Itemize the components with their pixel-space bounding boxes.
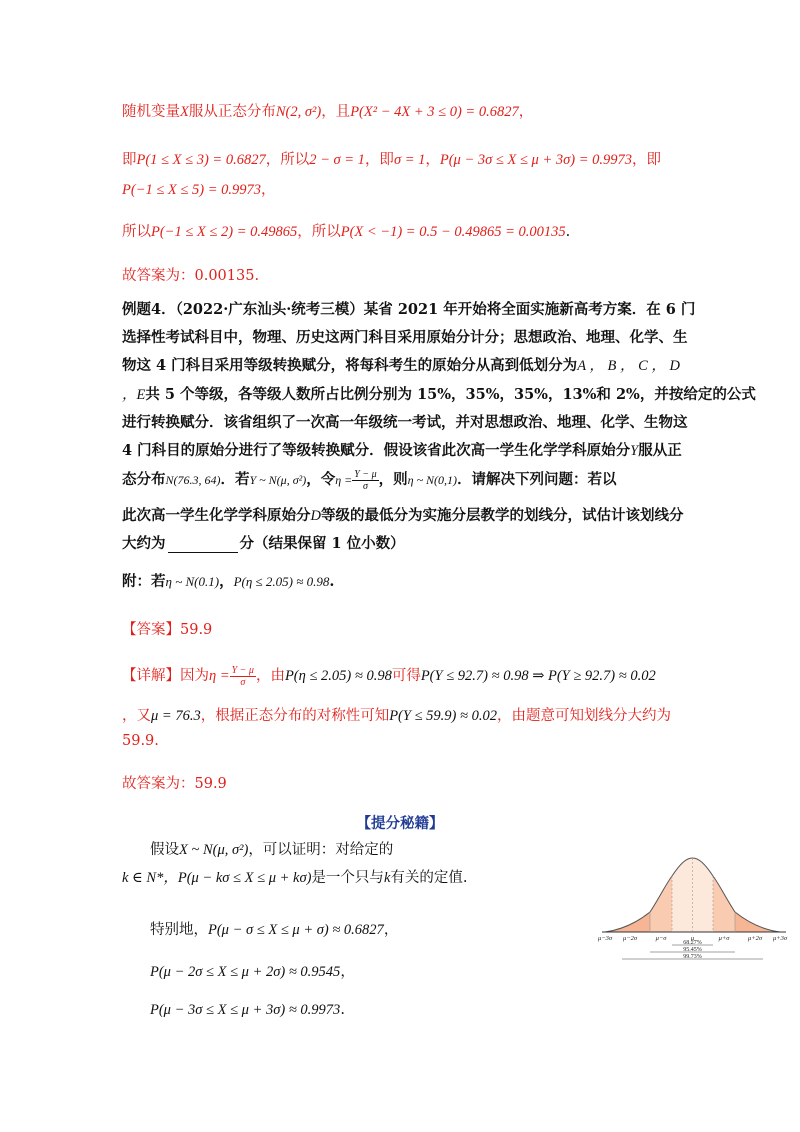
example-line-5: 进行转换赋分．该省组织了一次高一年级统一考试，并对思想政治、地理、化学、生物这 — [122, 414, 688, 431]
text: ， — [383, 922, 399, 938]
tips-line-5 — [150, 1002, 345, 1019]
text: ．请解决下列问题：若以 — [457, 471, 617, 488]
math: X ~ N(μ, σ²) — [179, 842, 249, 858]
text: 是一个只与 — [311, 870, 384, 886]
solution-line-4 — [122, 220, 570, 241]
example-line-6 — [122, 439, 682, 460]
tick-label: μ+3σ — [772, 935, 788, 942]
text: ．若 — [220, 471, 250, 488]
text: 假设 — [150, 842, 179, 858]
text: 所以 — [122, 224, 151, 240]
math: P(1 ≤ X ≤ 3) = 0.6827 — [136, 152, 266, 168]
example-line-8 — [122, 504, 683, 525]
text: 此次高一学生化学学科原始分 — [122, 507, 311, 524]
text: ，又 — [122, 708, 151, 724]
text: ， — [219, 573, 234, 590]
tips-line-2 — [122, 866, 467, 887]
solution-answer: 故答案为：0.00135. — [122, 268, 260, 284]
math: P(Y ≤ 59.9) ≈ 0.02 — [389, 708, 497, 724]
text: ，即 — [632, 152, 661, 168]
math: P(μ − 2σ ≤ X ≤ μ + 2σ) ≈ 0.9545 — [150, 964, 341, 980]
math: P(μ − 3σ ≤ X ≤ μ + 3σ) ≈ 0.9973 — [150, 1002, 341, 1018]
pct-label-3: 99.73% — [683, 954, 702, 960]
text: ， — [425, 152, 440, 168]
text: ， — [340, 964, 355, 980]
mid-band-right — [713, 876, 735, 932]
text: 等级的最低分为实施分层教学的划线分，试估计该划线分 — [320, 507, 684, 524]
example-appendix — [122, 570, 334, 591]
tick-label: μ−2σ — [622, 935, 638, 942]
math: P(μ − 3σ ≤ X ≤ μ + 3σ) = 0.9973 — [439, 152, 632, 168]
math: ，E — [122, 387, 146, 403]
math: σ = 1 — [393, 152, 426, 168]
math: D — [310, 508, 321, 524]
text: ，则 — [378, 471, 408, 488]
solution-line-3 — [122, 178, 275, 199]
tips-line-1 — [150, 838, 393, 859]
math: 2 − σ = 1 — [309, 152, 365, 168]
text: . — [329, 573, 335, 590]
final-answer: 故答案为：59.9 — [122, 776, 227, 792]
text: 随机变量 — [122, 104, 180, 120]
tips-line-3 — [150, 918, 398, 939]
text: ，令 — [306, 471, 336, 488]
text: 附：若 — [122, 573, 166, 590]
text: ，且 — [321, 104, 351, 120]
tick-label: μ — [690, 935, 695, 942]
numerator: Y − μ — [354, 468, 377, 480]
tick-label: μ−3σ — [597, 935, 613, 942]
math: μ = 76.3 — [151, 708, 201, 724]
example-line-9 — [122, 532, 405, 553]
text: 分（结果保留 1 位小数） — [239, 535, 405, 552]
text: . — [565, 224, 571, 240]
text: ，由题意可知划线分大约为 — [496, 708, 671, 724]
solution-line-1 — [122, 100, 533, 121]
text: 因为 — [180, 668, 209, 684]
fraction — [352, 469, 378, 492]
text: ，所以 — [265, 152, 310, 168]
math: Y — [630, 443, 639, 459]
pct-label-1: 68.27% — [683, 940, 702, 946]
detail-line-3: 59.9. — [122, 733, 159, 749]
detail-label: 【详解】 — [122, 668, 180, 684]
text: 有关的定值. — [390, 870, 468, 886]
math: P(μ − σ ≤ X ≤ μ + σ) ≈ 0.6827 — [208, 922, 384, 938]
math: A ， B ， C ， D — [577, 358, 681, 374]
answer-label: 【答案】59.9 — [122, 622, 213, 638]
text: 特别地， — [150, 922, 208, 938]
text: 可得 — [391, 668, 421, 684]
fraction — [230, 665, 256, 688]
text: 态分布 — [122, 471, 166, 488]
tick-label: μ−σ — [655, 935, 667, 942]
text: . — [340, 1002, 345, 1018]
text: 物这 4 门科目采用等级转换赋分，将每科考生的原始分从高到低划分为 — [122, 357, 578, 374]
text: ，由 — [255, 668, 285, 684]
text: 4 门科目的原始分进行了等级转换赋分．假设该省此次高一学生化学学科原始分 — [122, 442, 631, 459]
text: 服从正 — [638, 442, 682, 459]
example-line-1: 例题4．（2022·广东汕头·统考三模）某省 2021 年开始将全面实施新高考方案．在 6 门 — [122, 301, 696, 318]
solution-line-2 — [122, 148, 661, 169]
math: k — [383, 870, 391, 886]
outer-tail-right — [735, 912, 780, 932]
text: ，根据正态分布的对称性可知 — [200, 708, 390, 724]
text: ，所以 — [297, 224, 341, 240]
text: 大约为 — [122, 535, 166, 552]
math: k ∈ N*，P(μ − kσ ≤ X ≤ μ + kσ) — [122, 870, 312, 886]
detail-line-2 — [122, 704, 671, 725]
tips-line-4 — [150, 960, 355, 981]
text: ， — [260, 182, 276, 198]
math: X — [180, 104, 189, 120]
math: P(η ≤ 2.05) ≈ 0.98 — [233, 574, 330, 589]
mid-band-left — [650, 876, 672, 932]
example-line-7 — [122, 468, 617, 492]
math: P(X < −1) = 0.5 − 0.49865 = 0.00135 — [340, 224, 566, 240]
math: η ~ N(0.1) — [165, 574, 220, 589]
numerator: Y − μ — [231, 664, 254, 676]
text: 即 — [122, 152, 137, 168]
math: η ~ N(0,1) — [407, 473, 458, 487]
tips-title: 【提分秘籍】 — [356, 815, 444, 832]
math: N(76.3, 64) — [165, 473, 221, 487]
math: Y ~ N(μ, σ²) — [249, 473, 307, 487]
pct-label-2: 95.45% — [683, 947, 702, 953]
tick-label: μ+2σ — [747, 935, 763, 942]
math: P(−1 ≤ X ≤ 2) = 0.49865 — [151, 224, 298, 240]
example-line-4 — [122, 383, 756, 404]
denominator: σ — [362, 480, 368, 492]
example-line-3 — [122, 354, 680, 375]
text: ，可以证明：对给定的 — [248, 842, 394, 858]
math: P(−1 ≤ X ≤ 5) = 0.9973 — [122, 182, 261, 198]
normal-distribution-figure — [597, 848, 790, 968]
math: N(2, σ²) — [275, 104, 322, 120]
text: 服从正态分布 — [188, 104, 276, 120]
math: P(X² − 4X + 3 ≤ 0) = 0.6827 — [350, 104, 519, 120]
math: P(Y ≤ 92.7) ≈ 0.98 ⇒ P(Y ≥ 92.7) ≈ 0.02 — [420, 668, 656, 684]
math: P(η ≤ 2.05) ≈ 0.98 — [284, 668, 392, 684]
text: ，即 — [364, 152, 394, 168]
math: η = — [209, 668, 230, 684]
math: η = — [335, 473, 353, 487]
outer-tail-left — [605, 912, 650, 932]
detail-line-1 — [122, 664, 656, 688]
text: 共 5 个等级，各等级人数所占比例分别为 15%，35%，35%，13%和 2%，并按给定的公式 — [145, 386, 756, 403]
denominator: σ — [240, 676, 246, 688]
tick-label: μ+σ — [718, 935, 730, 942]
text: ， — [518, 104, 534, 120]
example-line-2: 选择性考试科目中，物理、历史这两门科目采用原始分计分；思想政治、地理、化学、生 — [122, 329, 688, 346]
answer-blank — [168, 538, 238, 553]
